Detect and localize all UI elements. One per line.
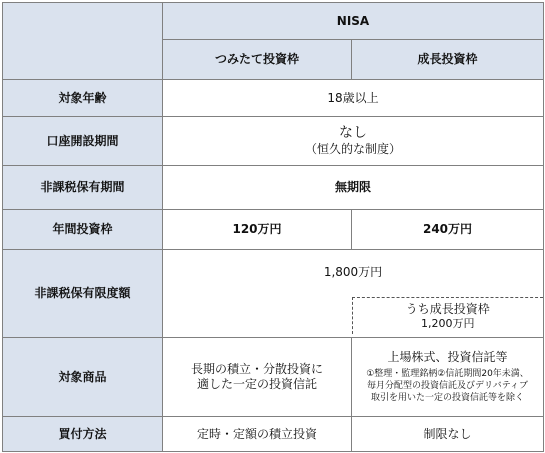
products-tsumitate-line2: 適した一定の投資信託 [196, 377, 317, 391]
taxfree-period-value: 無期限 [163, 166, 544, 210]
period-note: （恒久的な制度） [304, 142, 401, 157]
products-seicho-note2: 毎月分配型の投資信託及びデリバティブ [366, 380, 528, 391]
products-tsumitate-cell [163, 338, 352, 417]
period-value: なし [339, 124, 367, 141]
age-value: 18歳以上 [163, 80, 544, 117]
products-label: 対象商品 [3, 338, 163, 417]
annual-tsumitate-value: 120万円 [163, 210, 352, 250]
limit-left-blank [163, 295, 352, 338]
limit-sub-box [352, 297, 544, 334]
seicho-header: 成長投資枠 [352, 40, 544, 80]
annual-seicho-value: 240万円 [352, 210, 544, 250]
products-seicho-main: 上場株式、投資信託等 [387, 349, 508, 364]
products-seicho-note1: ①整理・監理銘柄②信託期間20年未満、 [366, 368, 529, 379]
period-label: 口座開設期間 [3, 117, 163, 166]
products-seicho-note3: 取引を用いた一定の投資信託等を除く [370, 393, 524, 404]
tsumitate-header: つみたて投資枠 [163, 40, 352, 80]
method-label: 買付方法 [3, 417, 163, 452]
taxfree-period-label: 非課税保有期間 [3, 166, 163, 210]
limit-value: 1,800万円 [163, 250, 544, 295]
limit-sub-label: うち成長投資枠 [405, 302, 490, 317]
products-seicho-cell [352, 338, 544, 417]
period-cell [163, 117, 544, 166]
limit-label: 非課税保有限度額 [3, 250, 163, 338]
method-tsumitate-value: 定時・定額の積立投資 [163, 417, 352, 452]
nisa-title: NISA [163, 3, 544, 40]
nisa-comparison-table [2, 2, 544, 452]
limit-sub-value: 1,200万円 [421, 317, 475, 331]
corner-cell [3, 3, 163, 80]
limit-sub-cell [352, 295, 544, 338]
method-seicho-value: 制限なし [352, 417, 544, 452]
annual-label: 年間投資枠 [3, 210, 163, 250]
age-label: 対象年齢 [3, 80, 163, 117]
products-tsumitate-line1: 長期の積立・分散投資に [190, 362, 323, 376]
